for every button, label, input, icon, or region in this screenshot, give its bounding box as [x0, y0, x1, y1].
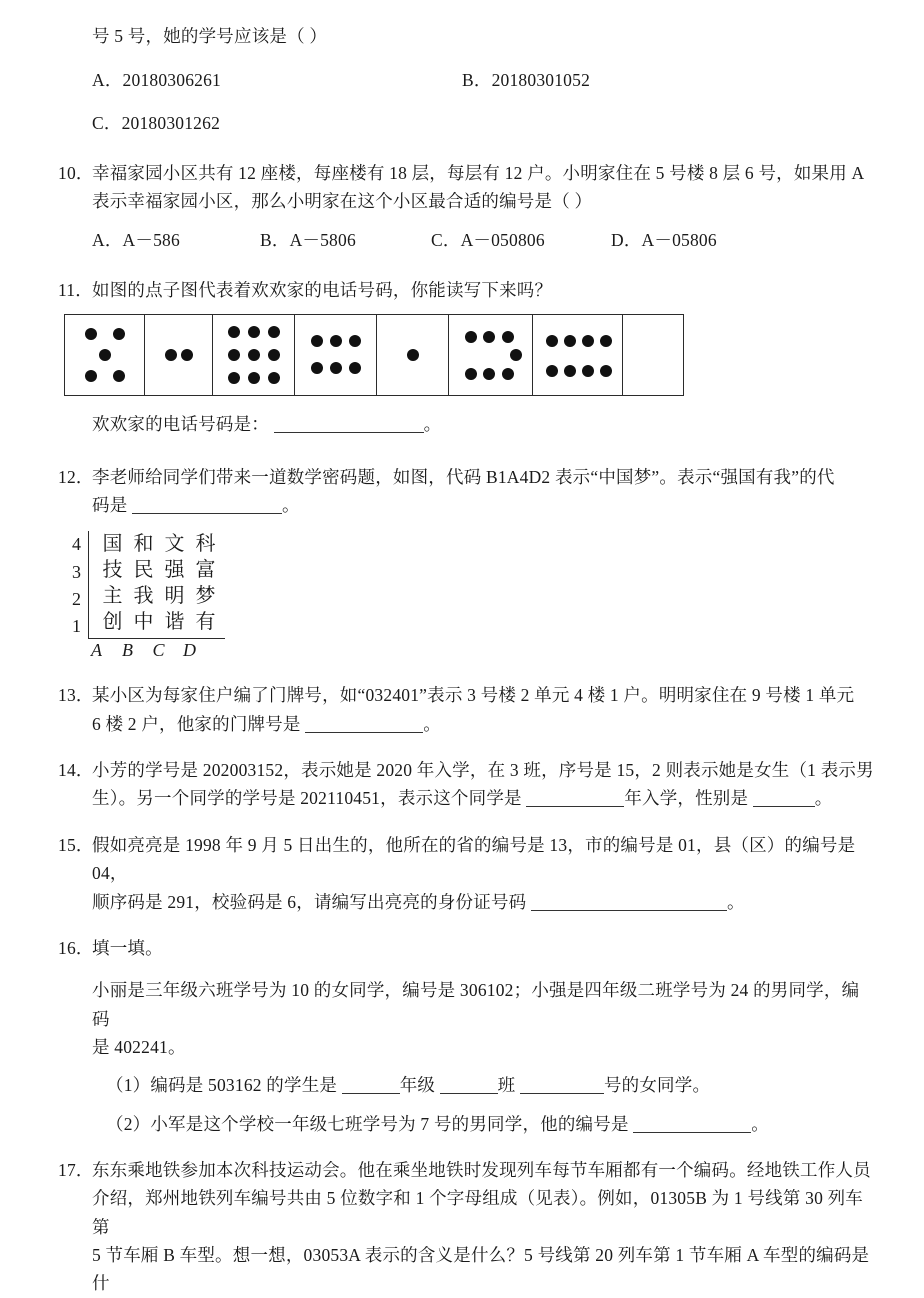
question-14-line-2-part-a: 生）。另一个同学的学号是 202110451，表示这个同学是 [92, 788, 522, 809]
code-grid-row [97, 557, 221, 583]
code-grid-cell-C3: 强 [164, 559, 185, 582]
question-16-sub-2-part-a: （2）小军是这个学校一年级七班学号为 7 号的男同学，他的编号是 [106, 1113, 629, 1134]
question-16-sub-1-part-c: 班 [497, 1075, 516, 1096]
question-12-line-2-prefix: 码是 [92, 495, 128, 516]
dot-cell-1 [65, 315, 145, 395]
question-9-options-row1 [58, 66, 876, 94]
code-grid-cell-C1: 谐 [164, 611, 185, 634]
question-16-line-1: 小丽是三年级六班学号为 10 的女同学，编号是 306102；小强是四年级二班学号为 24 的男同学，编码 [92, 980, 860, 1029]
dot-cell-4 [295, 315, 377, 395]
question-10 [58, 159, 876, 187]
dot [330, 335, 342, 347]
dot [510, 349, 522, 361]
code-grid-cell-A3: 技 [102, 559, 123, 582]
question-15-line-2-period: 。 [726, 891, 745, 912]
question-17-line-1: 东东乘地铁参加本次科技运动会。他在乘坐地铁时发现列车每节车厢都有一个编码。经地铁工作人员 [92, 1159, 871, 1180]
dot [268, 349, 280, 361]
question-15-number: 15． [58, 834, 94, 855]
question-10-option-d[interactable]: D．A－05806 [611, 229, 717, 250]
question-13 [58, 681, 876, 709]
question-16-sub-1 [58, 1071, 876, 1099]
code-grid-cell-D1: 有 [195, 611, 216, 634]
dot [248, 326, 260, 338]
dot [349, 362, 361, 374]
question-13-number: 13． [58, 685, 94, 706]
code-grid-col-label-C: C [152, 640, 165, 661]
code-grid-cell-B1: 中 [133, 611, 154, 634]
dot [502, 368, 514, 380]
question-15-line-2 [58, 888, 876, 916]
code-grid-cells [88, 531, 225, 639]
question-12 [58, 463, 876, 491]
question-16-number: 16． [58, 937, 94, 958]
dot [248, 349, 260, 361]
code-grid-row [97, 609, 221, 635]
question-11-number: 11． [58, 280, 93, 301]
question-14-line-2-part-b: 年入学，性别是 [624, 788, 749, 809]
dot [483, 331, 495, 343]
question-16-sub-2-period: 。 [751, 1113, 769, 1134]
dot [311, 335, 323, 347]
question-13-line-2 [58, 710, 876, 738]
code-grid-row-label-1: 1 [72, 616, 81, 637]
dot [465, 331, 477, 343]
question-12-line-2 [58, 491, 876, 519]
question-16 [58, 934, 876, 962]
code-grid-cell-C4: 文 [164, 533, 185, 556]
code-grid-col-label-A: A [91, 640, 102, 661]
question-11-answer-line [58, 410, 876, 438]
code-grid-row [97, 531, 221, 557]
question-17-line-2: 介绍，郑州地铁列车编号共由 5 位数字和 1 个字母组成（见表）。例如，01305B 为 1 号线第 30 列车第 [92, 1188, 863, 1237]
question-17 [58, 1156, 876, 1184]
question-16-code-blank[interactable] [633, 1118, 751, 1133]
dot [502, 331, 514, 343]
dot-cell-6 [449, 315, 533, 395]
question-10-option-a[interactable]: A．A－586 [92, 229, 180, 250]
question-14 [58, 756, 876, 784]
dot-cell-2 [145, 315, 213, 395]
question-15-line-2-prefix: 顺序码是 291，校验码是 6，请编写出亮亮的身份证号码 [92, 891, 527, 912]
code-grid-cell-C2: 明 [164, 585, 185, 608]
question-16-sub-2 [58, 1110, 876, 1138]
question-16-number-blank[interactable] [520, 1079, 604, 1094]
question-9-option-a[interactable]: A．20180306261 [92, 70, 221, 91]
code-grid-row-labels [72, 531, 88, 639]
question-12-line-2-period: 。 [281, 495, 300, 516]
question-10-option-b[interactable]: B．A－5806 [260, 229, 356, 250]
dot [228, 372, 240, 384]
code-character-grid [72, 531, 225, 660]
dot [564, 335, 576, 347]
dot [165, 349, 177, 361]
question-13-line-2-period: 。 [423, 713, 441, 734]
question-12-line-1: 李老师给同学们带来一道数学密码题，如图，代码 B1A4D2 表示“中国梦”。表示“强国有我”的代 [92, 466, 835, 487]
dot [546, 335, 558, 347]
question-10-line-2: 表示幸福家园小区，那么小明家在这个小区最合适的编号是（ ） [92, 191, 593, 212]
dot [268, 326, 280, 338]
dot [600, 335, 612, 347]
question-10-option-c[interactable]: C．A－050806 [431, 229, 545, 250]
question-10-options [58, 226, 876, 254]
question-11-answer-period: 。 [423, 414, 442, 435]
dot [546, 365, 558, 377]
code-grid-row-label-3: 3 [72, 561, 81, 582]
question-9-options-row2 [58, 109, 876, 137]
question-9-option-c[interactable]: C．20180301262 [92, 112, 221, 133]
question-11-answer-blank[interactable] [274, 418, 424, 433]
dot [181, 349, 193, 361]
question-14-number: 14． [58, 760, 94, 781]
question-16-sub-1-part-a: （1）编码是 503162 的学生是 [106, 1075, 338, 1096]
dot [407, 349, 419, 361]
question-16-class-blank[interactable] [440, 1079, 498, 1094]
question-14-line-1: 小芳的学号是 202003152，表示她是 2020 年入学，在 3 班，序号是 15，2 则表示她是女生（1 表示男 [92, 760, 874, 781]
question-9-continuation: 号 5 号，她的学号应该是（ ） [92, 26, 328, 46]
code-grid-cell-A4: 国 [102, 533, 123, 556]
dot [113, 328, 125, 340]
question-11-line-1: 如图的点子图代表着欢欢家的电话号码，你能读写下来吗？ [92, 280, 553, 301]
dot [248, 372, 260, 384]
question-17-line-3: 5 节车厢 B 车型。想一想，03053A 表示的含义是什么？5 号线第 20 列车第 1 节车厢 A 车型的编码是什 [92, 1244, 870, 1294]
dot [349, 335, 361, 347]
dot [228, 349, 240, 361]
code-grid-row-label-4: 4 [72, 534, 81, 555]
dot-pattern-table [64, 314, 684, 396]
question-16-line-2: 是 402241。 [92, 1036, 186, 1057]
question-16-title: 填一填。 [92, 937, 163, 958]
question-14-line-2 [58, 784, 876, 812]
question-11 [58, 276, 876, 304]
question-10-line-1: 幸福家园小区共有 12 座楼，每座楼有 18 层，每层有 12 户。小明家住在 5 号楼 8 层 6 号，如果用 A [92, 163, 865, 184]
dot-cell-3 [213, 315, 295, 395]
question-14-line-2-period: 。 [814, 788, 833, 809]
dot [330, 362, 342, 374]
dot [564, 365, 576, 377]
question-10-number: 10． [58, 163, 94, 184]
dot [582, 365, 594, 377]
code-grid-cell-D4: 科 [195, 533, 216, 556]
question-13-answer-blank[interactable] [305, 718, 423, 733]
code-grid-cell-D3: 富 [195, 559, 216, 582]
dot [465, 368, 477, 380]
question-17-number: 17． [58, 1159, 94, 1180]
code-grid-cell-A1: 创 [102, 611, 123, 634]
dot [85, 370, 97, 382]
dot [228, 326, 240, 338]
dot [582, 335, 594, 347]
code-grid-col-label-B: B [122, 640, 133, 661]
code-grid-col-label-D: D [183, 640, 196, 661]
code-grid-cell-A2: 主 [102, 585, 123, 608]
question-15 [58, 831, 876, 888]
dot-cell-8 [623, 315, 685, 395]
question-12-number: 12． [58, 466, 94, 487]
dot [311, 362, 323, 374]
question-16-grade-blank[interactable] [342, 1079, 400, 1094]
dot [268, 372, 280, 384]
question-14-year-blank[interactable] [526, 792, 624, 807]
code-grid-row-label-2: 2 [72, 589, 81, 610]
question-9-option-b[interactable]: B．20180301052 [462, 70, 591, 91]
question-13-line-2-prefix: 6 楼 2 户，他家的门牌号是 [92, 713, 301, 734]
code-grid-cell-B3: 民 [133, 559, 154, 582]
code-grid-cell-B4: 和 [133, 533, 154, 556]
code-grid-cell-B2: 我 [133, 585, 154, 608]
question-16-sub-1-part-b: 年级 [399, 1075, 436, 1096]
code-grid-cell-D2: 梦 [195, 585, 216, 608]
dot-cell-5 [377, 315, 449, 395]
question-15-answer-blank[interactable] [531, 896, 727, 911]
question-12-answer-blank[interactable] [132, 499, 282, 514]
question-15-line-1: 假如亮亮是 1998 年 9 月 5 日出生的，他所在的省的编号是 13，市的编号是 01，县（区）的编号是 04， [92, 834, 856, 884]
dot [99, 349, 111, 361]
dot-cell-7 [533, 315, 623, 395]
question-13-line-1: 某小区为每家住户编了门牌号，如“032401”表示 3 号楼 2 单元 4 楼 1 户。明明家住在 9 号楼 1 单元 [92, 685, 855, 706]
dot [113, 370, 125, 382]
question-14-gender-blank[interactable] [753, 792, 815, 807]
dot [85, 328, 97, 340]
question-16-sub-1-part-d: 号的女同学。 [603, 1075, 711, 1096]
dot [483, 368, 495, 380]
question-11-answer-label: 欢欢家的电话号码是： [92, 414, 269, 435]
dot [600, 365, 612, 377]
code-grid-row [97, 583, 221, 609]
code-grid-column-labels [72, 641, 225, 660]
